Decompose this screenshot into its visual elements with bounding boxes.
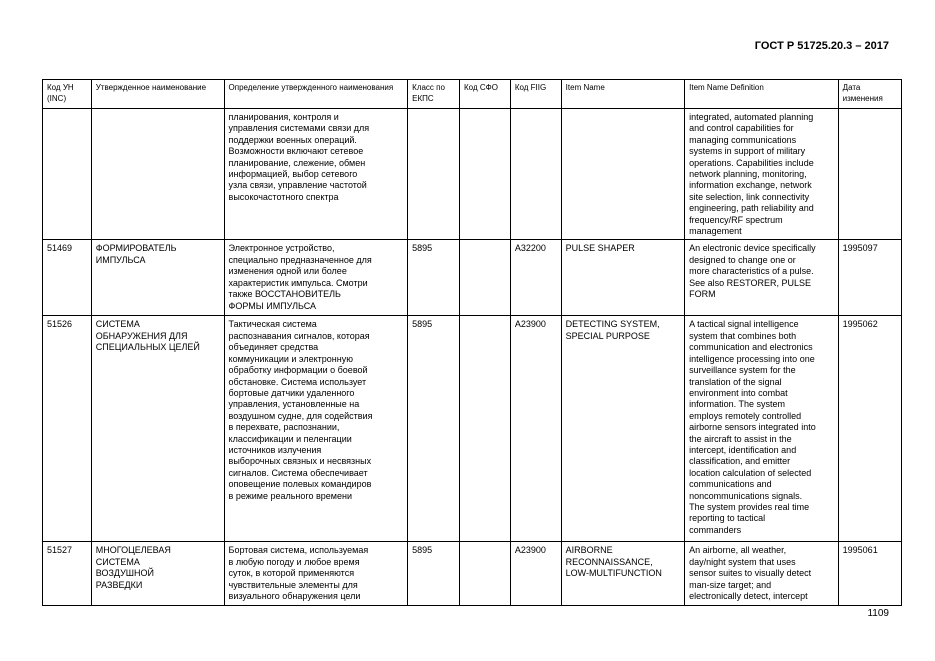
cell-class: 5895: [408, 240, 460, 316]
cell-class: [408, 109, 460, 240]
cell-class: 5895: [408, 542, 460, 605]
cell-date: 1995061: [838, 542, 901, 605]
cell-item-name: [561, 109, 684, 240]
cell-fiig: A23900: [510, 316, 561, 542]
cell-definition: Тактическая система распознавания сигналов, которая объединяет средства коммуникации и электронную обработку информации о боевой обстановке. Система использует бортовые датчики удаленного управления, установленные на воздушном судне, для содействия в перехвате, распознании, классификации и пеленгации источников излучения выборочных связных и несвязных сигналов. Система обеспечивает оповещение полевых командиров в режиме реального времени: [224, 316, 408, 542]
header-fiig: Код FIIG: [510, 80, 561, 109]
cell-inc: [43, 109, 92, 240]
cell-sfo: [460, 109, 511, 240]
cell-date: [838, 109, 901, 240]
cell-inc: 51526: [43, 316, 92, 542]
cell-date: 1995097: [838, 240, 901, 316]
cell-approved-name: СИСТЕМА ОБНАРУЖЕНИЯ ДЛЯ СПЕЦИАЛЬНЫХ ЦЕЛЕЙ: [91, 316, 224, 542]
table-row: [43, 316, 902, 542]
standard-number: ГОСТ Р 51725.20.3 – 2017: [754, 40, 889, 52]
header-definition: Определение утвержденного наименования: [224, 80, 408, 109]
header-item-name: Item Name: [561, 80, 684, 109]
cell-definition: планирования, контроля и управления системами связи для поддержки военных операций. Возможности включают сетевое планирование, слежение, обмен информацией, выбор сетевого узла связи, управление частотой высокочастотного спектра: [224, 109, 408, 240]
cell-sfo: [460, 542, 511, 605]
header-item-definition: Item Name Definition: [685, 80, 839, 109]
cell-definition: Бортовая система, используемая в любую погоду и любое время суток, в которой применяются чувствительные элементы для визуального обнаружения цели: [224, 542, 408, 605]
cell-item-name: DETECTING SYSTEM, SPECIAL PURPOSE: [561, 316, 684, 542]
cell-date: 1995062: [838, 316, 901, 542]
header-inc: Код УН (INC): [43, 80, 92, 109]
cell-item-definition: A tactical signal intelligence system that combines both communication and electronics intelligence processing into one surveillance system for the translation of the signal environment into combat information. The system employs remotely controlled airborne sensors integrated into the aircraft to assist in the intercept, identification and classification, and emitter location calculation of selected communications and noncommunications signals. The system provides real time reporting to tactical commanders: [685, 316, 839, 542]
cell-fiig: [510, 109, 561, 240]
table-row: [43, 542, 902, 605]
cell-approved-name: ФОРМИРОВАТЕЛЬ ИМПУЛЬСА: [91, 240, 224, 316]
cell-approved-name: [91, 109, 224, 240]
cell-sfo: [460, 316, 511, 542]
header-class: Класс по ЕКПС: [408, 80, 460, 109]
cell-approved-name: МНОГОЦЕЛЕВАЯ СИСТЕМА ВОЗДУШНОЙ РАЗВЕДКИ: [91, 542, 224, 605]
table-header-row: [43, 80, 902, 109]
cell-item-definition: An electronic device specifically designed to change one or more characteristics of a pulse. See also RESTORER, PULSE FORM: [685, 240, 839, 316]
cell-inc: 51469: [43, 240, 92, 316]
cell-fiig: A32200: [510, 240, 561, 316]
header-date: Дата изменения: [838, 80, 901, 109]
cell-fiig: A23900: [510, 542, 561, 605]
classification-table: [42, 79, 902, 606]
cell-item-definition: An airborne, all weather, day/night system that uses sensor suites to visually detect man-size target; and electronically detect, intercept: [685, 542, 839, 605]
header-approved-name: Утвержденное наименование: [91, 80, 224, 109]
cell-definition: Электронное устройство, специально предназначенное для изменения одной или более характеристик импульса. Смотри также ВОССТАНОВИТЕЛЬ ФОРМЫ ИМПУЛЬСА: [224, 240, 408, 316]
table-row: [43, 240, 902, 316]
table-row: [43, 109, 902, 240]
cell-item-name: AIRBORNE RECONNAISSANCE, LOW-MULTIFUNCTION: [561, 542, 684, 605]
header-sfo: Код СФО: [460, 80, 511, 109]
cell-item-name: PULSE SHAPER: [561, 240, 684, 316]
page-number: 1109: [867, 608, 889, 619]
cell-sfo: [460, 240, 511, 316]
cell-inc: 51527: [43, 542, 92, 605]
cell-class: 5895: [408, 316, 460, 542]
cell-item-definition: integrated, automated planning and control capabilities for managing communications systems in support of military operations. Capabilities include network planning, monitoring, information exchange, network site selection, link connectivity engineering, path reliability and frequency/RF spectrum management: [685, 109, 839, 240]
